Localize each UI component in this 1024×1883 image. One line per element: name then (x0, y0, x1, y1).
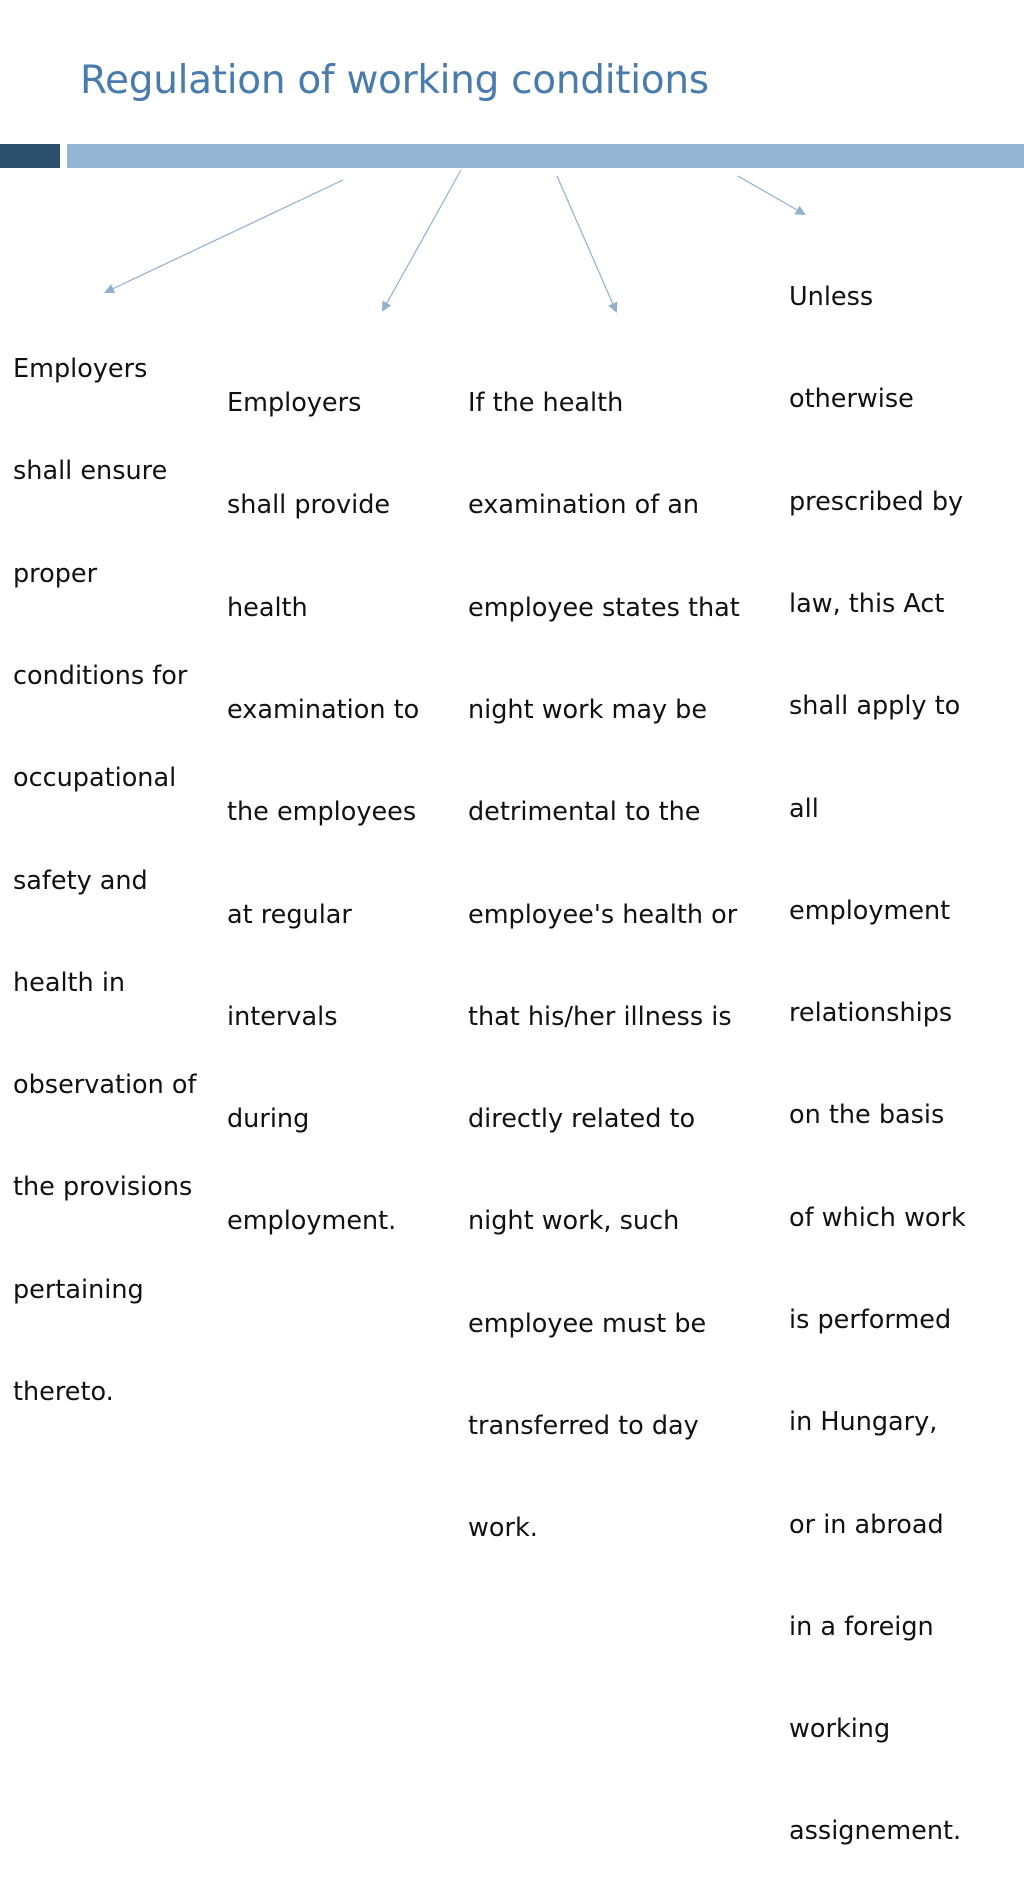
text-box-health-examination (227, 318, 419, 1273)
text-line: occupational (13, 763, 177, 794)
text-line: Employers (13, 354, 148, 385)
text-line: If the health (468, 388, 624, 419)
text-line: detrimental to the (468, 797, 701, 828)
text-line: Unless (789, 282, 874, 313)
text-line: observation of (13, 1070, 197, 1101)
text-line: of which work (789, 1202, 966, 1233)
text-line: in Hungary, (789, 1407, 938, 1438)
text-line: relationships (789, 998, 953, 1029)
text-line: that his/her illness is (468, 1001, 732, 1032)
text-line: employee must be (468, 1308, 707, 1339)
text-line: shall apply to (789, 691, 961, 722)
text-line: Employers (227, 388, 362, 419)
text-line: is performed (789, 1305, 952, 1335)
text-line: employee's health or (468, 899, 738, 930)
text-line: directly related to (468, 1104, 696, 1135)
text-line: night work may be (468, 695, 708, 726)
text-line: the employees (227, 797, 417, 828)
text-line: transferred to day (468, 1411, 699, 1441)
text-line: conditions for (13, 661, 188, 692)
page-title: Regulation of working conditions (80, 58, 709, 103)
text-line: otherwise (789, 384, 914, 415)
text-line: during (227, 1104, 310, 1135)
text-line: or in abroad (789, 1509, 944, 1540)
text-line: intervals (227, 1001, 338, 1032)
text-line: work. (468, 1513, 538, 1544)
text-line: thereto. (13, 1377, 114, 1407)
text-line: assignement. (789, 1816, 962, 1847)
text-line: all (789, 793, 819, 824)
text-line: the provisions (13, 1172, 193, 1203)
arrow-to-box-1 (106, 180, 343, 292)
text-line: health in (13, 967, 126, 998)
arrow-to-box-2 (383, 170, 461, 310)
text-box-scope-of-act (789, 212, 966, 1883)
text-line: at regular (227, 899, 352, 930)
text-line: health (227, 592, 308, 623)
text-line: working (789, 1714, 891, 1745)
text-line: employment (789, 895, 951, 926)
arrow-to-box-4 (738, 176, 804, 214)
text-line: employment. (227, 1206, 397, 1237)
text-box-night-work (468, 318, 740, 1579)
text-line: law, this Act (789, 589, 945, 620)
text-line: in a foreign (789, 1611, 934, 1642)
text-line: prescribed by (789, 486, 964, 517)
text-line: examination to (227, 695, 420, 726)
text-line: on the basis (789, 1100, 945, 1131)
text-line: proper (13, 558, 98, 589)
text-box-occupational-safety (13, 284, 197, 1443)
text-line: employee states that (468, 592, 740, 623)
text-line: examination of an (468, 490, 700, 521)
text-line: pertaining (13, 1274, 144, 1305)
text-line: shall ensure (13, 456, 168, 487)
arrow-to-box-3 (557, 176, 616, 311)
text-line: shall provide (227, 490, 391, 521)
text-line: night work, such (468, 1206, 680, 1237)
text-line: safety and (13, 865, 148, 896)
